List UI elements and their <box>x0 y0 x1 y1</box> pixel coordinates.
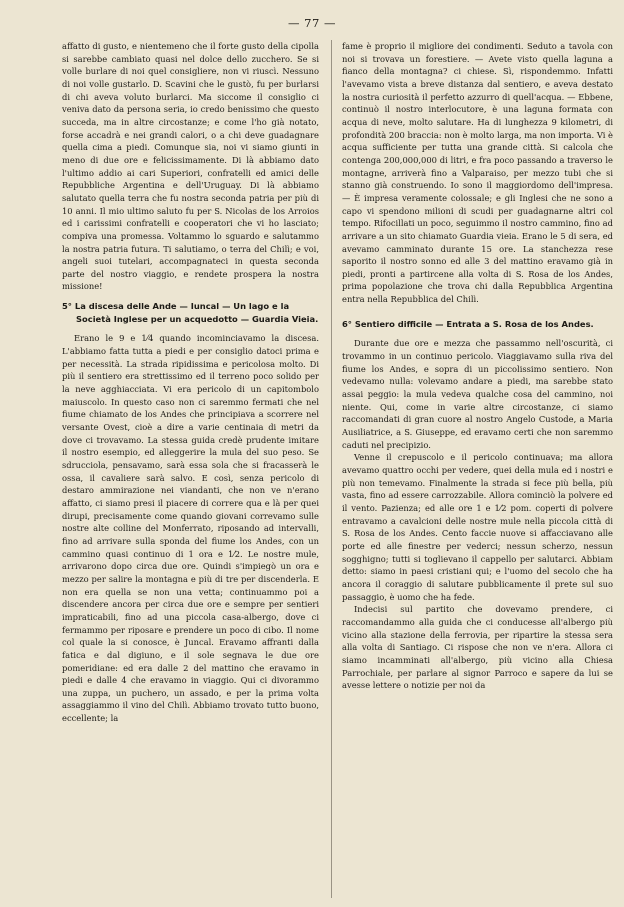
paragraph: Durante due ore e mezza che passammo nell'oscurità, ci trovammo in un continuo pericolo. Viaggiavamo sulla riva del fiume los Andes, e sopra di un piccolissimo sentiero. Non vedevamo nulla: volevamo andare a piedi, ma sarebbe stato assai peggio: la mula vedeva qualche cosa del cammino, noi niente. Qui, come in varie altre circostanze, ci siamo raccomandati di gran cuore al nostro Angelo Custode, a Maria Ausiliatrice, a S. Giuseppe, ed eravamo certi che non saremmo caduti nel precipizio. <box>342 338 613 450</box>
paragraph: Venne il crepuscolo e il pericolo continuava; ma allora avevamo quattro occhi per vedere, quei della mula ed i nostri e più non temevamo. Finalmente la strada si fece più bella, più vasta, fino ad essere carrozzabile. Allora cominciò la polvere ed il vento. Pazienza; ed alle ore 1 e 1⁄2 pom. coperti di polvere entravamo a cavalcioni delle nostre mule nella piccola città di S. Rosa de los Andes. Cento faccie nuove si affacciavano alle porte ed alle finestre per vederci; nessun scherzo, nessun sogghigno; tutti si toglievano il cappello per salutarci. Abbiam detto: siamo in paesi cristiani qui; e l'uomo del secolo che ha ancora il coraggio di salutare pubblicamente il prete sul suo passaggio, è uomo che ha fede. <box>342 452 613 602</box>
section-heading-5: 5° La discesa delle Ande — Iuncal — Un lago e la Società Inglese per un acquedotto — Guardia Vieia. <box>62 301 319 324</box>
paragraph: fame è proprio il migliore dei condimenti. Seduto a tavola con noi si trovava un forestiere. — Avete visto quella laguna a fianco della montagna? ci chiese. Sì, rispondemmo. Infatti l'avevamo vista a breve distanza dal sentiero, e aveva destato la nostra curiosità il perfetto azzurro di quell'acqua. — Ebbene, continuò il nostro interlocutore, è una laguna formata con acqua di neve, molto salutare. Ha di lunghezza 9 kilometri, di profondità 200 braccia: non è molto larga, ma non importa. Vi è acqua sufficiente per tutta una grande città. Si calcola che contenga 200,000,000 di litri, e fra poco passando a traverso le montagne, arriverà fino a Valparaiso, per mezzo tubi che si stanno già construendo. Io sono il maggiordomo dell'impresa. — È impresa veramente colossale; e gli Inglesi che ne sono a capo vi spendono milioni di scudi per guadagnarne altri col tempo. Rifocillati un poco, seguimmo il nostro cammino, fino ad arrivare a un sito chiamato Guardia vieia. Erano le 5 di sera, ed avevamo camminato durante 15 ore. La stanchezza rese saporito il nostro sonno ed alle 3 del mattino eravamo già in piedi, pronti a partircene alla volta di S. Rosa de los Andes, prima popolazione che trova chi dalla Repubblica Argentina entra nella Repubblica del Chilì. <box>342 41 613 305</box>
page-number: — 77 — <box>288 16 336 30</box>
column-divider <box>331 40 332 898</box>
left-column <box>62 40 319 725</box>
right-column <box>342 40 613 692</box>
paragraph: affatto di gusto, e nientemeno che il forte gusto della cipolla si sarebbe cambiato quasi nel dolce dello zucchero. Se si volle burlare di noi quel consigliere, non vi riuscì. Nessuno di noi volle gustarlo. D. Scavini che le gustò, fu per burlarsi di chi aveva voluto burlarci. Ma siccome il consiglio ci veniva dato da persona seria, io credo benissimo che questo succeda, ma in altre circostanze; e come l'ho già notato, forse accadrà e nei grandi calori, o a chi deve guadagnare quella cima a piedi. Comunque sia, noi vi siamo giunti in meno di due ore e felicissimamente. Di là abbiamo dato l'ultimo addio ai cari Superiori, confratelli ed amici delle Repubbliche Argentina e dell'Uruguay. Di là abbiamo salutato quella terra che fu nostra seconda patria per più di 10 anni. Il mio ultimo saluto fu per S. Nicolas de los Arroios ed i carissimi confratelli e cooperatori che vi ho lasciato; compiva una promessa. Voltammo lo sguardo e salutammo la nostra patria futura. Ti salutiamo, o terra del Chilì; e voi, angeli suoi tutelari, accompagnateci in questa seconda parte del nostro viaggio, e rendete prospera la nostra missione! <box>62 41 319 292</box>
section-heading-6: 6° Sentiero difficile — Entrata a S. Rosa de los Andes. <box>342 318 594 329</box>
paragraph: Indecisi sul partito che dovevamo prendere, ci raccomandammo alla guida che ci conducesse all'albergo più vicino alla stazione della ferrovia, per ripartire la stessa sera alla volta di Santiago. Ci rispose che non ve n'era. Allora ci siamo incamminati all'albergo, più vicino alla Chiesa Parrochiale, per parlare al signor Parroco e sapere da lui se avesse lettere o notizie per noi da <box>342 604 613 691</box>
paragraph: Erano le 9 e 1⁄4 quando incominciavamo la discesa. L'abbiamo fatta tutta a piedi e per consiglio datoci prima e per necessità. La strada ripidissima e pericolosa molto. Di più il sentiero era strettissimo ed il terreno poco solido per la neve agghiacciata. Vi era pericolo di un capitombolo maiuscolo. In questo caso non ci saremmo fermati che nel fiume chiamato de los Andes che principiava a scorrere nel versante Ovest, cioè a dire a varie centinaia di metri da dove ci trovavamo. La stessa guida credè prudente imitare il nostro esempio, ed alleggerire la mula del suo peso. Se sdrucciola, pensavamo, sarà essa sola che si fracasserà le ossa, il cavaliere sarà salvo. E così, senza pericolo di destaro ammirazione nei viandanti, che non ve n'erano affatto, ci siamo presi il piacere di correre qua e là per quei dirupi, precisamente come quando giovani correvamo sulle nostre alte colline del Monferrato, riposando ad intervalli, fino ad arrivare sulla sponda del fiume los Andes, con un cammino quasi continuo di 1 ora e 1⁄2. Le nostre mule, arrivarono dopo circa due ore. Quindi s'impiegò un ora e mezzo per salire la montagna e più di tre per discenderla. E non era quella se non una vetta; continuammo poi a discendere ancora per circa due ore e sempre per sentieri impraticabili, fino ad una piccola casa-albergo, dove ci fermammo per riposare e prendere un poco di cibo. Il nome col quale la si conosce, è Juncal. Eravamo affranti dalla fatica e dal digiuno, e il sole segnava le due ore pomeridiane: ed era dalle 2 del mattino che eravamo in piedi e dalle 4 che eravamo in viaggio. Qui ci divorammo una zuppa, un puchero, un assado, e per la prima volta assaggiammo il vino del Chilì. Abbiamo trovato tutto buono, eccellente; la <box>62 333 319 724</box>
